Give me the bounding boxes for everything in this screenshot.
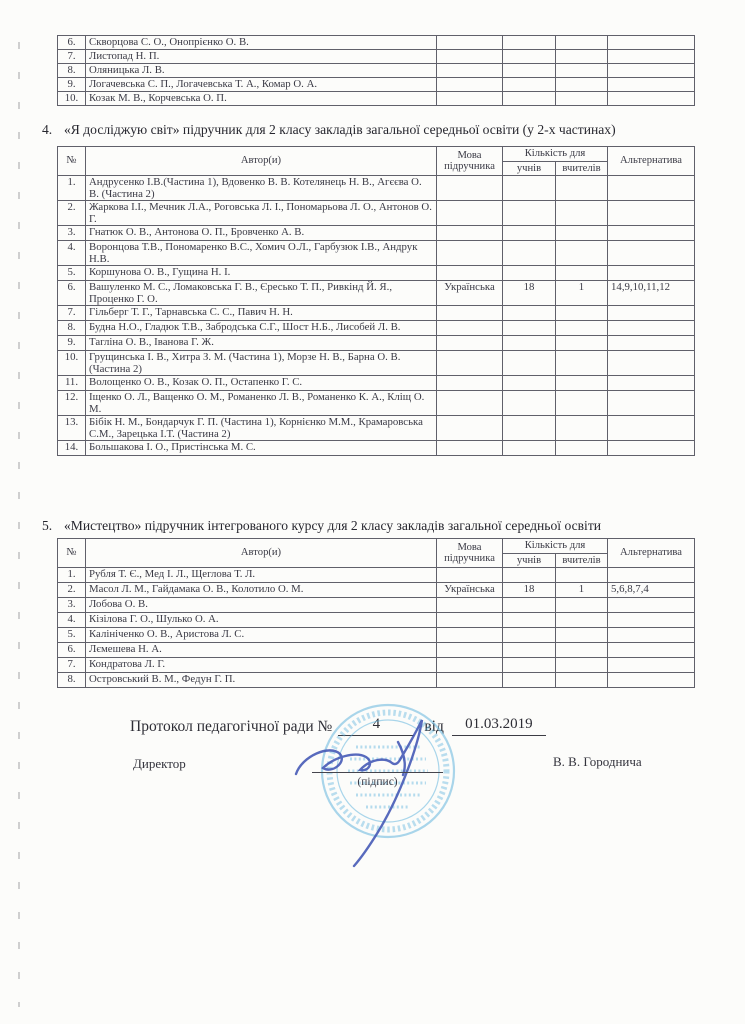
authors-cell: Скворцова С. О., Онопрієнко О. В. <box>86 36 437 50</box>
row-number-cell: 5. <box>58 628 86 643</box>
row-number-cell: 7. <box>58 50 86 64</box>
language-cell <box>437 416 503 441</box>
authors-cell: Лємешева Н. А. <box>86 643 437 658</box>
students-count-cell: 18 <box>503 281 556 306</box>
language-cell <box>437 64 503 78</box>
row-number-cell: 8. <box>58 321 86 336</box>
author-row <box>58 336 695 351</box>
authors-cell: Бібік Н. М., Бондарчук Г. П. (Частина 1), Корнієнко М.М., Крамаровська С.М., Зарецька І.Т. (Частина 2) <box>86 416 437 441</box>
authors-cell: Рубля Т. Є., Мед І. Л., Щеглова Т. Л. <box>86 568 437 583</box>
teachers-count-cell: 1 <box>556 583 608 598</box>
section5-table <box>57 538 695 688</box>
language-cell <box>437 226 503 241</box>
teachers-count-cell: 1 <box>556 281 608 306</box>
teachers-count-cell <box>556 241 608 266</box>
language-cell <box>437 201 503 226</box>
row-number-cell: 4. <box>58 613 86 628</box>
authors-cell: Калініченко О. В., Аристова Л. С. <box>86 628 437 643</box>
teachers-count-cell <box>556 306 608 321</box>
students-count-cell <box>503 64 556 78</box>
alternative-cell <box>608 441 695 456</box>
teachers-count-cell <box>556 598 608 613</box>
students-count-cell <box>503 336 556 351</box>
authors-cell: Кізілова Г. О., Шулько О. А. <box>86 613 437 628</box>
author-row <box>58 176 695 201</box>
row-number-cell: 3. <box>58 226 86 241</box>
teachers-count-cell <box>556 176 608 201</box>
author-row <box>58 416 695 441</box>
language-cell <box>437 441 503 456</box>
section4-title <box>42 122 616 138</box>
language-cell <box>437 568 503 583</box>
director-name: В. В. Городнича <box>553 754 642 769</box>
author-row <box>58 598 695 613</box>
authors-cell: Коршунова О. В., Гущина Н. І. <box>86 266 437 281</box>
author-row <box>58 226 695 241</box>
author-row <box>58 391 695 416</box>
alternative-cell <box>608 336 695 351</box>
authors-cell: Лобова О. В. <box>86 598 437 613</box>
row-number-cell: 6. <box>58 281 86 306</box>
row-number-cell: 14. <box>58 441 86 456</box>
teachers-count-cell <box>556 416 608 441</box>
col-header-students: учнів <box>503 553 556 568</box>
alternative-cell <box>608 673 695 688</box>
row-number-cell: 10. <box>58 351 86 376</box>
row-number-cell: 6. <box>58 36 86 50</box>
authors-cell: Будна Н.О., Гладюк Т.В., Забродська С.Г., Шост Н.Б., Лисобей Л. В. <box>86 321 437 336</box>
col-header-language: Мова підручника <box>437 539 503 568</box>
students-count-cell <box>503 391 556 416</box>
teachers-count-cell <box>556 568 608 583</box>
director-signature-ink <box>280 700 470 880</box>
continuation-table-body <box>58 36 695 106</box>
authors-cell: Андрусенко І.В.(Частина 1), Вдовенко В. В. Котелянець Н. В., Агєєва О. В. (Частина 2) <box>86 176 437 201</box>
language-cell <box>437 241 503 266</box>
language-cell <box>437 376 503 391</box>
protocol-number: 4 <box>338 716 414 736</box>
protocol-label: Протокол педагогічної ради № <box>130 718 333 735</box>
teachers-count-cell <box>556 658 608 673</box>
authors-cell: Козак М. В., Корчевська О. П. <box>86 92 437 106</box>
students-count-cell <box>503 201 556 226</box>
signature-caption: (підпис) <box>357 776 398 788</box>
row-number-cell: 7. <box>58 306 86 321</box>
teachers-count-cell <box>556 391 608 416</box>
author-row <box>58 201 695 226</box>
alternative-cell <box>608 306 695 321</box>
alternative-cell: 5,6,8,7,4 <box>608 583 695 598</box>
row-number-cell: 4. <box>58 241 86 266</box>
language-cell <box>437 92 503 106</box>
alternative-cell <box>608 391 695 416</box>
students-count-cell <box>503 643 556 658</box>
students-count-cell <box>503 441 556 456</box>
teachers-count-cell <box>556 266 608 281</box>
alternative-cell <box>608 64 695 78</box>
row-number-cell: 12. <box>58 391 86 416</box>
row-number-cell: 6. <box>58 643 86 658</box>
students-count-cell <box>503 613 556 628</box>
language-cell: Українська <box>437 281 503 306</box>
col-header-number: № <box>58 147 86 176</box>
alternative-cell <box>608 628 695 643</box>
students-count-cell <box>503 226 556 241</box>
authors-cell: Волощенко О. В., Козак О. П., Остапенко Г. С. <box>86 376 437 391</box>
language-cell <box>437 266 503 281</box>
alternative-cell <box>608 376 695 391</box>
teachers-count-cell <box>556 92 608 106</box>
author-row <box>58 306 695 321</box>
author-row <box>58 241 695 266</box>
authors-cell: Островський В. М., Федун Г. П. <box>86 673 437 688</box>
teachers-count-cell <box>556 336 608 351</box>
students-count-cell: 18 <box>503 583 556 598</box>
alternative-cell <box>608 351 695 376</box>
authors-cell: Жаркова І.І., Мечник Л.А., Роговська Л. І., Пономарьова Л. О., Антонов О. Г. <box>86 201 437 226</box>
language-cell <box>437 351 503 376</box>
author-row <box>58 613 695 628</box>
row-number-cell: 1. <box>58 176 86 201</box>
author-row <box>58 266 695 281</box>
language-cell <box>437 36 503 50</box>
alternative-cell <box>608 568 695 583</box>
students-count-cell <box>503 36 556 50</box>
language-cell <box>437 176 503 201</box>
teachers-count-cell <box>556 321 608 336</box>
alternative-cell <box>608 201 695 226</box>
author-row <box>58 50 695 64</box>
section4-number: 4. <box>42 122 53 137</box>
section4-table <box>57 146 695 456</box>
students-count-cell <box>503 598 556 613</box>
authors-cell: Логачевська С. П., Логачевська Т. А., Комар О. А. <box>86 78 437 92</box>
col-header-teachers: вчителів <box>556 553 608 568</box>
col-header-quantity: Кількість для <box>503 147 608 162</box>
students-count-cell <box>503 568 556 583</box>
continuation-table <box>57 35 695 106</box>
col-header-students: учнів <box>503 161 556 176</box>
students-count-cell <box>503 306 556 321</box>
authors-cell: Оляницька Л. В. <box>86 64 437 78</box>
language-cell <box>437 598 503 613</box>
alternative-cell <box>608 321 695 336</box>
section5-table-header <box>58 539 695 568</box>
alternative-cell <box>608 613 695 628</box>
author-row <box>58 628 695 643</box>
section4-table-body <box>58 176 695 456</box>
language-cell <box>437 613 503 628</box>
section5-title <box>42 518 601 534</box>
row-number-cell: 3. <box>58 598 86 613</box>
language-cell <box>437 78 503 92</box>
authors-cell: Тагліна О. В., Іванова Г. Ж. <box>86 336 437 351</box>
section5-title-text: «Мистецтво» підручник інтегрованого курсу для 2 класу закладів загальної середньої освіти <box>64 518 602 533</box>
author-row <box>58 36 695 50</box>
col-header-number: № <box>58 539 86 568</box>
protocol-date: 01.03.2019 <box>452 716 546 736</box>
students-count-cell <box>503 92 556 106</box>
students-count-cell <box>503 351 556 376</box>
language-cell <box>437 336 503 351</box>
teachers-count-cell <box>556 50 608 64</box>
alternative-cell <box>608 643 695 658</box>
header-row <box>58 147 695 162</box>
author-row <box>58 643 695 658</box>
alternative-cell <box>608 241 695 266</box>
students-count-cell <box>503 416 556 441</box>
row-number-cell: 7. <box>58 658 86 673</box>
author-row <box>58 351 695 376</box>
author-row <box>58 583 695 598</box>
teachers-count-cell <box>556 351 608 376</box>
authors-cell: Іщенко О. Л., Ващенко О. М., Романенко Л. В., Романенко К. А., Кліщ О. М. <box>86 391 437 416</box>
author-row <box>58 321 695 336</box>
row-number-cell: 9. <box>58 336 86 351</box>
language-cell <box>437 628 503 643</box>
teachers-count-cell <box>556 441 608 456</box>
language-cell <box>437 50 503 64</box>
row-number-cell: 13. <box>58 416 86 441</box>
row-number-cell: 10. <box>58 92 86 106</box>
col-header-teachers: вчителів <box>556 161 608 176</box>
alternative-cell <box>608 266 695 281</box>
authors-cell: Гільберг Т. Г., Тарнавська С. С., Павич Н. Н. <box>86 306 437 321</box>
author-row <box>58 64 695 78</box>
students-count-cell <box>503 78 556 92</box>
teachers-count-cell <box>556 628 608 643</box>
col-header-language: Мова підручника <box>437 147 503 176</box>
alternative-cell <box>608 50 695 64</box>
col-header-quantity: Кількість для <box>503 539 608 554</box>
students-count-cell <box>503 658 556 673</box>
alternative-cell <box>608 226 695 241</box>
alternative-cell <box>608 78 695 92</box>
authors-cell: Кондратова Л. Г. <box>86 658 437 673</box>
language-cell <box>437 391 503 416</box>
row-number-cell: 5. <box>58 266 86 281</box>
row-number-cell: 9. <box>58 78 86 92</box>
col-header-alternative: Альтернатива <box>608 539 695 568</box>
teachers-count-cell <box>556 376 608 391</box>
author-row <box>58 376 695 391</box>
author-row <box>58 568 695 583</box>
alternative-cell <box>608 598 695 613</box>
teachers-count-cell <box>556 673 608 688</box>
teachers-count-cell <box>556 643 608 658</box>
teachers-count-cell <box>556 613 608 628</box>
authors-cell: Воронцова Т.В., Пономаренко В.С., Хомич О.Л., Гарбузюк І.В., Андрук Н.В. <box>86 241 437 266</box>
language-cell <box>437 306 503 321</box>
author-row <box>58 78 695 92</box>
students-count-cell <box>503 673 556 688</box>
col-header-authors: Автор(и) <box>86 539 437 568</box>
students-count-cell <box>503 50 556 64</box>
authors-cell: Вашуленко М. С., Ломаковська Г. В., Єресько Т. П., Ривкінд Й. Я., Проценко Г. О. <box>86 281 437 306</box>
col-header-authors: Автор(и) <box>86 147 437 176</box>
row-number-cell: 8. <box>58 673 86 688</box>
language-cell <box>437 643 503 658</box>
teachers-count-cell <box>556 36 608 50</box>
language-cell <box>437 658 503 673</box>
director-label: Директор <box>133 756 186 771</box>
row-number-cell: 11. <box>58 376 86 391</box>
authors-cell: Большакова І. О., Пристінська М. С. <box>86 441 437 456</box>
author-row <box>58 441 695 456</box>
alternative-cell <box>608 176 695 201</box>
author-row <box>58 92 695 106</box>
teachers-count-cell <box>556 78 608 92</box>
alternative-cell: 14,9,10,11,12 <box>608 281 695 306</box>
students-count-cell <box>503 321 556 336</box>
authors-cell: Грущинська І. В., Хитра З. М. (Частина 1), Морзе Н. В., Барна О. В. (Частина 2) <box>86 351 437 376</box>
alternative-cell <box>608 36 695 50</box>
row-number-cell: 1. <box>58 568 86 583</box>
section4-table-header <box>58 147 695 176</box>
students-count-cell <box>503 628 556 643</box>
alternative-cell <box>608 416 695 441</box>
author-row <box>58 658 695 673</box>
students-count-cell <box>503 266 556 281</box>
students-count-cell <box>503 241 556 266</box>
section5-table-body <box>58 568 695 688</box>
teachers-count-cell <box>556 201 608 226</box>
authors-cell: Листопад Н. П. <box>86 50 437 64</box>
teachers-count-cell <box>556 226 608 241</box>
teachers-count-cell <box>556 64 608 78</box>
authors-cell: Масол Л. М., Гайдамака О. В., Колотило О. М. <box>86 583 437 598</box>
students-count-cell <box>503 176 556 201</box>
row-number-cell: 2. <box>58 583 86 598</box>
col-header-alternative: Альтернатива <box>608 147 695 176</box>
row-number-cell: 8. <box>58 64 86 78</box>
row-number-cell: 2. <box>58 201 86 226</box>
alternative-cell <box>608 92 695 106</box>
header-row <box>58 539 695 554</box>
section4-title-text: «Я досліджую світ» підручник для 2 класу закладів загальної середньої освіти (у 2-х частинах) <box>64 122 616 137</box>
authors-cell: Гнатюк О. В., Антонова О. П., Бровченко А. В. <box>86 226 437 241</box>
scan-edge-artifact <box>18 42 20 1007</box>
alternative-cell <box>608 658 695 673</box>
protocol-vid-label: від <box>424 718 444 735</box>
signature-line <box>312 755 443 773</box>
students-count-cell <box>503 376 556 391</box>
language-cell <box>437 321 503 336</box>
author-row <box>58 281 695 306</box>
language-cell: Українська <box>437 583 503 598</box>
section5-number: 5. <box>42 518 53 533</box>
